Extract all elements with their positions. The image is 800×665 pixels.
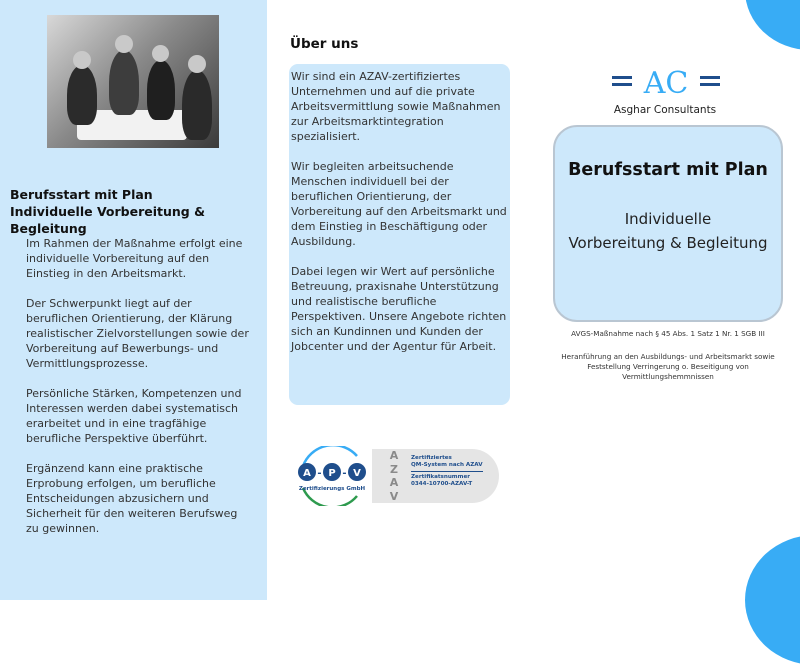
cert-line4: 0344-10700-AZAV-T: [411, 481, 473, 487]
apv-letter-v: V: [353, 468, 361, 479]
photo-person: [182, 70, 212, 140]
box-subtitle-line1: Individuelle: [624, 210, 712, 228]
photo-head: [188, 55, 206, 73]
photo-head: [73, 51, 91, 69]
about-paragraph: Wir begleiten arbeitsuchende Menschen individuell bei der beruflichen Orientierung, der Vorbereitung auf den Arbeitsmarkt und dem Einstieg in Beschäftigung oder Ausbildung.: [291, 160, 507, 248]
left-title-line2: Individuelle Vorbereitung & Begleitung: [10, 204, 206, 236]
apv-subtitle: Zertifizierungs GmbH: [298, 486, 366, 492]
azav-letters: [389, 449, 399, 503]
ac-company-logo: [606, 62, 726, 102]
logo-bar-icon: [612, 83, 632, 86]
cert-line1: Zertifiziertes: [411, 455, 452, 461]
logo-bar-icon: [612, 76, 632, 79]
decorative-blob-top: [745, 0, 800, 50]
left-title-line1: Berufsstart mit Plan: [10, 187, 153, 202]
cert-line3: Zertifikatsnummer: [411, 474, 471, 480]
logo-bar-icon: [700, 83, 720, 86]
left-paragraph: Der Schwerpunkt liegt auf der beruflichen Orientierung, der Klärung realistischer Zielvorstellungen sowie der Vorbereitung auf Bewerbungs- und Vermittlungsprozesse.: [26, 297, 249, 370]
left-paragraph: Im Rahmen der Maßnahme erfolgt eine individuelle Vorbereitung auf den Einstieg in den Arbeitsmarkt.: [26, 237, 243, 280]
about-paragraph: Dabei legen wir Wert auf persönliche Betreuung, praxisnahe Unterstützung und realistische berufliche Perspektiven. Unsere Angebote richten sich an Kundinnen und Kunden der Jobcenter und der Agentur für Arbeit.: [291, 265, 507, 353]
photo-person: [109, 50, 139, 115]
azav-letter: A: [389, 449, 399, 462]
box-title: Berufsstart mit Plan: [568, 160, 768, 180]
left-body: [26, 236, 251, 551]
decorative-blob-bottom: [745, 535, 800, 665]
left-paragraph: Persönliche Stärken, Kompetenzen und Interessen werden dabei systematisch erarbeitet und in eine tragfähige berufliche Perspektive überführt.: [26, 387, 242, 445]
about-paragraph: Wir sind ein AZAV-zertifiziertes Unternehmen und auf die private Arbeitsvermittlung sowie Maßnahmen zur Arbeitsmarktintegration spezialisiert.: [291, 70, 501, 143]
cert-text: [411, 455, 501, 488]
box-subtitle-line2: Vorbereitung & Begleitung: [568, 234, 768, 252]
left-paragraph: Ergänzend kann eine praktische Erprobung erfolgen, um berufliche Entscheidungen abzusichern und Sicherheit für den weiteren Berufsweg zu gewinnen.: [26, 462, 238, 535]
azav-letter: Z: [390, 462, 398, 476]
apv-dash: -: [342, 468, 347, 479]
description-note: Heranführung an den Ausbildungs- und Arbeitsmarkt sowie Feststellung Verringerung o. Beseitigung von Vermittlungshemmnissen: [561, 352, 775, 381]
azav-letter: A: [389, 476, 399, 489]
apv-dash: -: [317, 468, 322, 479]
box-subtitle: [555, 207, 781, 255]
logo-text: AC: [643, 66, 689, 101]
azav-letter: V: [389, 489, 399, 503]
cert-line2: QM-System nach AZAV: [411, 462, 483, 468]
team-photo: [47, 15, 219, 148]
photo-head: [115, 35, 133, 53]
left-title: [10, 186, 262, 237]
logo-bar-icon: [700, 76, 720, 79]
photo-person: [147, 60, 175, 120]
about-heading: Über uns: [290, 36, 359, 52]
apv-letter-a: A: [303, 468, 311, 479]
photo-head: [152, 45, 169, 62]
photo-person: [67, 65, 97, 125]
about-text: [291, 69, 507, 369]
legal-note: AVGS-Maßnahme nach § 45 Abs. 1 Satz 1 Nr. 1 SGB III: [571, 329, 765, 338]
cert-divider: [411, 471, 483, 472]
apv-letter-p: P: [328, 468, 336, 479]
company-name: Asghar Consultants: [613, 104, 717, 116]
apv-arc-icon: [303, 446, 357, 466]
